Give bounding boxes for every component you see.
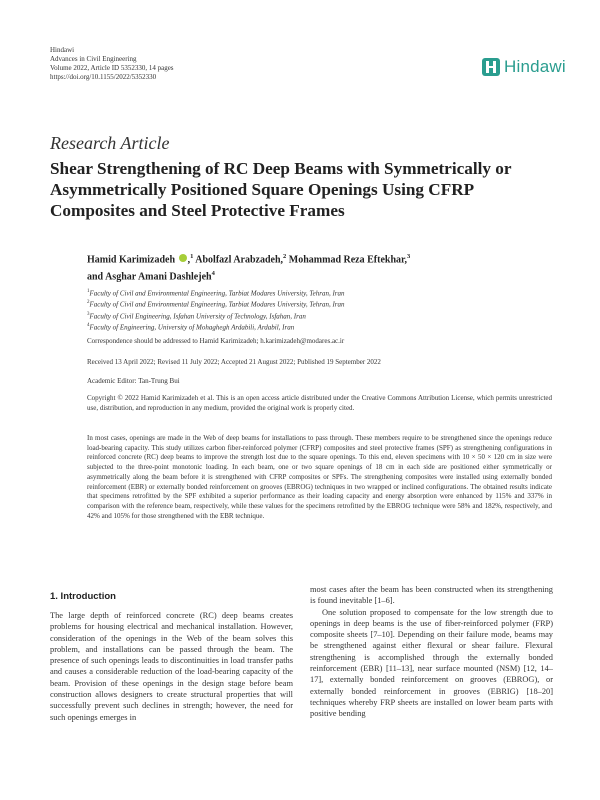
paragraph: One solution proposed to compensate for the low strength due to openings in deep beams is the use of fiber-reinforced polymer (FRP) composite sheets [7–10]. Depending on their failure mode, beams may be strengthened against either flexural or shear failure. Flexural strengthening is accomplished through the externally bonded reinforcement (EBR) [11–13], near surface mounted (NSM) [12, 14–17], externally bonded reinforcement on grooves (EBROG), or externally bonded reinforcement in grooves (EBRIG) [18–20] techniques whereby FRP sheets are installed on lower beam parts with positive bending bbox=[310, 607, 553, 719]
paragraph: most cases after the beam has been constructed when its strengthening is found inevitable [1–6]. bbox=[310, 585, 553, 606]
academic-editor: Academic Editor: Tan-Trung Bui bbox=[87, 377, 180, 385]
author-affil-number: 1 bbox=[190, 253, 194, 260]
author-name: Mohammad Reza Eftekhar bbox=[288, 254, 405, 266]
journal-name: Advances in Civil Engineering bbox=[50, 55, 137, 63]
affiliation: $^1$Faculty of Civil and Environmental Engineering, Tarbiat Modares University, Tehran, Iran bbox=[87, 289, 345, 298]
right-column bbox=[310, 584, 553, 720]
journal-volume: Volume 2022, Article ID 5352330, 14 pages bbox=[50, 64, 174, 72]
hindawi-logo-icon bbox=[482, 58, 500, 76]
hindawi-logo bbox=[482, 57, 566, 77]
correspondence: Correspondence should be addressed to Hamid Karimizadeh; h.karimizadeh@modares.ac.ir bbox=[87, 337, 345, 345]
author-list: Hamid Karimizadeh ,$^1$ Abolfazl Arabzadeh,$^2$ Mohammad Reza Eftekhar,$^3$ and Asghar Amani Dashlejeh$^4$ bbox=[87, 253, 411, 283]
author-affil-number: 4 bbox=[211, 270, 215, 278]
article-type: Research Article bbox=[50, 133, 170, 153]
affiliation: $^4$Faculty of Engineering, University of Mohaghegh Ardabili, Ardabil, Iran bbox=[87, 322, 295, 332]
copyright-notice: Copyright © 2022 Hamid Karimizadeh et al. This is an open access article distributed under the Creative Commons Attribution License, which permits unrestricted use, distribution, and reproduction in any medium, provided the original work is properly cited. bbox=[87, 394, 552, 412]
journal-doi[interactable]: https://doi.org/10.1155/2022/5352330 bbox=[50, 73, 157, 81]
orcid-icon[interactable] bbox=[179, 254, 187, 262]
article-title: Shear Strengthening of RC Deep Beams with Symmetrically or Asymmetrically Positioned Square Openings Using CFRP Composites and Steel Protective Frames bbox=[50, 159, 512, 220]
publication-dates: Received 13 April 2022; Revised 11 July 2022; Accepted 21 August 2022; Published 19 September 2022 bbox=[87, 358, 381, 366]
author-name: Asghar Amani Dashlejeh bbox=[105, 271, 212, 283]
affiliation: $^2$Faculty of Civil and Environmental Engineering, Tarbiat Modares University, Tehran, Iran bbox=[87, 300, 345, 309]
author-affil-number: 2 bbox=[283, 253, 287, 260]
publisher-name: Hindawi bbox=[50, 46, 75, 54]
abstract: In most cases, openings are made in the Web of deep beams for installations to pass through. These members require to be strengthened since the openings reduce load-bearing capacity. This study utilizes carbon fiber-reinforced polymer (CFRP) composites and steel protective frames (SPF) as strengthening configurations in reinforced concrete (RC) deep beams to improve the strength lost due to the square openings. To this end, eleven specimens with 10 × 50 × 120 cm in size were subjected to the three-point monotonic loading. In each beam, one or two square openings of 18 cm in each side are positioned either symmetrically or asymmetrically along the beam before it is strengthened with CFRP composites or SPFs. The strengthening composites were installed using externally bonded reinforcement (EBR) or externally bonded reinforcement on grooves (EBROG) techniques in two wrapped or inclined configurations. The obtained results indicate that specimens retrofitted by the SPF exhibited a superior performance as their loading capacity and energy absorption were enhanced by 115% and 337% in comparison with the reference beam, respectively, while these values for the specimens retrofitted by the EBROG technique were 58% and 182%, respectively, and 42% and 105% for those strengthened with the EBR technique. bbox=[87, 434, 552, 520]
paragraph: The large depth of reinforced concrete (RC) deep beams creates problems for housing electrical and mechanical installation. However, consideration of the openings in the Web of the beam solves this problem, and installations can be passed through the beam. The presence of such openings leads to discontinuities in load transfer paths and causes a considerable reduction of the load-bearing capacity of the beam. Provision of these openings in the design stage before beam construction allows designers to create structural properties that will successfully prevent such declines in strength; however, the need for such openings emerges in bbox=[50, 611, 293, 722]
author-name: Hamid Karimizadeh bbox=[87, 254, 176, 266]
journal-meta bbox=[50, 46, 174, 82]
author-affil-number: 3 bbox=[407, 253, 411, 260]
affiliation-list bbox=[87, 287, 345, 332]
left-column bbox=[50, 610, 293, 723]
affiliation: $^3$Faculty of Civil Engineering, Isfahan University of Technology, Isfahan, Iran bbox=[87, 311, 306, 320]
section-heading: 1. Introduction bbox=[50, 591, 116, 602]
hindawi-logo-text: Hindawi bbox=[504, 57, 566, 76]
author-name: Abolfazl Arabzadeh bbox=[195, 254, 281, 266]
